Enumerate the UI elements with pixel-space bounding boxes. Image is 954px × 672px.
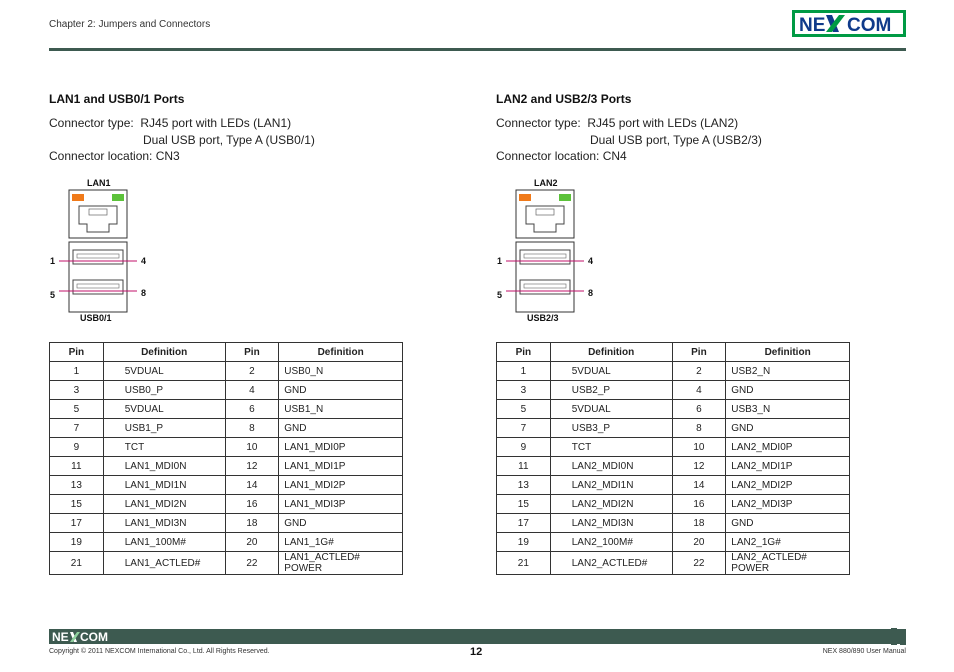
table-row (50, 438, 403, 457)
pin-cell: 20 (672, 533, 726, 552)
definition-cell: LAN2_MDI2N (550, 495, 672, 514)
pin-cell: 21 (50, 552, 104, 575)
pin-cell: 8 (672, 419, 726, 438)
definition-cell: USB3_N (726, 400, 850, 419)
definition-cell: LAN2_MDI3P (726, 495, 850, 514)
table-row (497, 495, 850, 514)
pin-cell: 3 (50, 381, 104, 400)
pin-cell: 22 (225, 552, 279, 575)
table-row (497, 419, 850, 438)
table-row (50, 381, 403, 400)
table-row (50, 533, 403, 552)
pin-cell: 12 (225, 457, 279, 476)
definition-cell: USB2_P (550, 381, 672, 400)
header-rule (49, 48, 906, 51)
definition-cell: GND (726, 419, 850, 438)
pin-cell: 5 (50, 400, 104, 419)
table-row (497, 552, 850, 575)
table-row (497, 533, 850, 552)
definition-cell: LAN2_MDI0N (550, 457, 672, 476)
definition-cell: GND (279, 381, 403, 400)
pin-cell: 19 (50, 533, 104, 552)
pin-8-label: 8 (588, 288, 594, 298)
usb-label: USB2/3 (527, 313, 559, 323)
svg-text:NE: NE (799, 15, 826, 36)
definition-cell: GND (279, 514, 403, 533)
pin-cell: 13 (497, 476, 551, 495)
pin-cell: 17 (50, 514, 104, 533)
definition-cell: GND (726, 381, 850, 400)
pinout-table (496, 342, 850, 575)
table-row (497, 400, 850, 419)
table-row (50, 495, 403, 514)
definition-cell: USB0_N (279, 362, 403, 381)
pin-cell: 1 (497, 362, 551, 381)
definition-cell: 5VDUAL (103, 400, 225, 419)
definition-cell: LAN2_MDI0P (726, 438, 850, 457)
definition-cell: LAN2_MDI3N (550, 514, 672, 533)
pin-cell: 1 (50, 362, 104, 381)
definition-cell: 5VDUAL (550, 362, 672, 381)
table-row (50, 476, 403, 495)
pin-cell: 14 (225, 476, 279, 495)
led-orange-icon (72, 194, 84, 201)
pin-cell: 2 (225, 362, 279, 381)
connector-location: Connector location: CN3 (49, 149, 180, 163)
definition-cell: GND (279, 419, 403, 438)
pin-5-label: 5 (50, 290, 56, 300)
table-row (50, 400, 403, 419)
pin-cell: 13 (50, 476, 104, 495)
svg-text:COM: COM (847, 15, 892, 36)
definition-cell: LAN1_1G# (279, 533, 403, 552)
pinout-table (49, 342, 403, 575)
table-row (497, 457, 850, 476)
pin-5-label: 5 (497, 290, 503, 300)
pin-cell: 12 (672, 457, 726, 476)
column-header: Pin (672, 343, 726, 362)
footer-bar (49, 629, 906, 644)
table-row (50, 457, 403, 476)
type-label: Connector type: (496, 116, 581, 130)
pin-cell: 17 (497, 514, 551, 533)
pin-cell: 11 (50, 457, 104, 476)
section-lan1-usb01 (49, 92, 409, 574)
pin-cell: 10 (672, 438, 726, 457)
pin-1-label: 1 (50, 256, 56, 266)
pin-cell: 4 (672, 381, 726, 400)
definition-cell: LAN2_ACTLED# POWER (726, 552, 850, 575)
table-row (497, 362, 850, 381)
page-number: 12 (470, 646, 483, 658)
definition-cell: LAN1_MDI0N (103, 457, 225, 476)
pin-4-label: 4 (141, 256, 147, 266)
table-row (497, 381, 850, 400)
table-row (497, 476, 850, 495)
definition-cell: LAN2_MDI1N (550, 476, 672, 495)
definition-cell: LAN1_MDI1N (103, 476, 225, 495)
pin-cell: 14 (672, 476, 726, 495)
type-value-2: Dual USB port, Type A (USB2/3) (590, 132, 762, 147)
column-header: Definition (103, 343, 225, 362)
definition-cell: USB2_N (726, 362, 850, 381)
chapter-heading: Chapter 2: Jumpers and Connectors (49, 19, 211, 30)
type-value-1: RJ45 port with LEDs (LAN1) (140, 116, 292, 130)
table-header-row (497, 343, 850, 362)
pin-8-label: 8 (141, 288, 147, 298)
pin-cell: 3 (497, 381, 551, 400)
pin-cell: 7 (50, 419, 104, 438)
pin-cell: 6 (672, 400, 726, 419)
definition-cell: LAN1_ACTLED# (103, 552, 225, 575)
pin-cell: 20 (225, 533, 279, 552)
table-row (50, 419, 403, 438)
x-mark-icon (70, 632, 80, 642)
definition-cell: LAN1_MDI3P (279, 495, 403, 514)
pin-cell: 16 (672, 495, 726, 514)
definition-cell: USB1_P (103, 419, 225, 438)
definition-cell: LAN1_MDI3N (103, 514, 225, 533)
table-row (50, 514, 403, 533)
column-header: Pin (50, 343, 104, 362)
pin-cell: 15 (50, 495, 104, 514)
lan-label: LAN2 (534, 178, 558, 188)
definition-cell: LAN1_MDI2P (279, 476, 403, 495)
led-green-icon (559, 194, 571, 201)
definition-cell: LAN1_ACTLED# POWER (279, 552, 403, 575)
column-header: Pin (225, 343, 279, 362)
column-header: Definition (279, 343, 403, 362)
nexcom-logo (792, 10, 906, 37)
footer-logo (52, 630, 108, 643)
column-header: Definition (550, 343, 672, 362)
pin-cell: 8 (225, 419, 279, 438)
definition-cell: LAN2_MDI2P (726, 476, 850, 495)
pin-cell: 21 (497, 552, 551, 575)
svg-text:NE: NE (52, 630, 69, 643)
pin-4-label: 4 (588, 256, 594, 266)
definition-cell: USB0_P (103, 381, 225, 400)
definition-cell: TCT (550, 438, 672, 457)
pin-cell: 18 (672, 514, 726, 533)
pin-cell: 15 (497, 495, 551, 514)
connector-info (496, 115, 856, 165)
connector-location: Connector location: CN4 (496, 149, 627, 163)
led-green-icon (112, 194, 124, 201)
definition-cell: USB3_P (550, 419, 672, 438)
pin-cell: 2 (672, 362, 726, 381)
definition-cell: LAN1_MDI2N (103, 495, 225, 514)
definition-cell: GND (726, 514, 850, 533)
pin-cell: 9 (50, 438, 104, 457)
type-value-2: Dual USB port, Type A (USB0/1) (143, 132, 315, 147)
pin-cell: 7 (497, 419, 551, 438)
table-row (497, 438, 850, 457)
definition-cell: USB1_N (279, 400, 403, 419)
pin-cell: 19 (497, 533, 551, 552)
pin-cell: 11 (497, 457, 551, 476)
section-lan2-usb23 (496, 92, 856, 574)
svg-text:COM: COM (80, 630, 108, 643)
table-row (50, 552, 403, 575)
rj45-usb-drawing (496, 176, 636, 328)
table-header-row (50, 343, 403, 362)
manual-title: NEX 880/890 User Manual (822, 648, 906, 655)
definition-cell: LAN2_100M# (550, 533, 672, 552)
connector-diagram (49, 176, 189, 328)
definition-cell: TCT (103, 438, 225, 457)
corner-squares-icon (891, 628, 906, 645)
table-row (50, 362, 403, 381)
connector-info (49, 115, 409, 165)
rj45-usb-drawing (49, 176, 189, 328)
pin-cell: 4 (225, 381, 279, 400)
pin-cell: 22 (672, 552, 726, 575)
pin-cell: 16 (225, 495, 279, 514)
column-header: Pin (497, 343, 551, 362)
pin-cell: 5 (497, 400, 551, 419)
definition-cell: 5VDUAL (550, 400, 672, 419)
table-row (497, 514, 850, 533)
pin-cell: 10 (225, 438, 279, 457)
lan-label: LAN1 (87, 178, 111, 188)
type-value-1: RJ45 port with LEDs (LAN2) (587, 116, 739, 130)
connector-diagram (496, 176, 636, 328)
section-title: LAN1 and USB0/1 Ports (49, 92, 185, 106)
copyright-text: Copyright © 2011 NEXCOM International Co., Ltd. All Rights Reserved. (49, 648, 270, 655)
usb-label: USB0/1 (80, 313, 112, 323)
definition-cell: LAN2_1G# (726, 533, 850, 552)
led-orange-icon (519, 194, 531, 201)
definition-cell: LAN1_MDI1P (279, 457, 403, 476)
definition-cell: LAN2_ACTLED# (550, 552, 672, 575)
definition-cell: LAN1_MDI0P (279, 438, 403, 457)
section-title: LAN2 and USB2/3 Ports (496, 92, 632, 106)
column-header: Definition (726, 343, 850, 362)
pin-cell: 6 (225, 400, 279, 419)
definition-cell: LAN2_MDI1P (726, 457, 850, 476)
definition-cell: LAN1_100M# (103, 533, 225, 552)
definition-cell: 5VDUAL (103, 362, 225, 381)
pin-1-label: 1 (497, 256, 503, 266)
pin-cell: 18 (225, 514, 279, 533)
pin-cell: 9 (497, 438, 551, 457)
type-label: Connector type: (49, 116, 134, 130)
